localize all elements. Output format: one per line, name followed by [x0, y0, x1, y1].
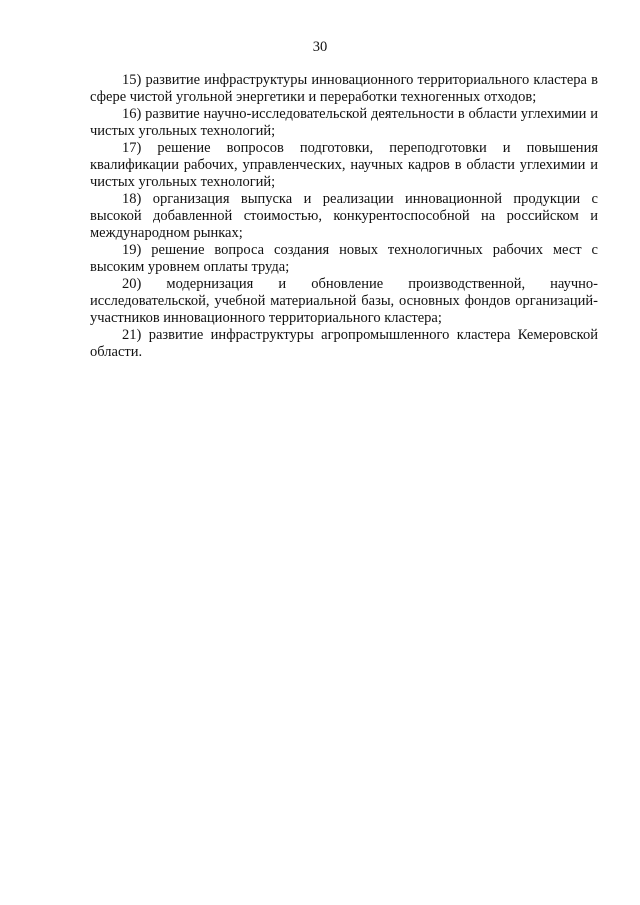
- document-body: [90, 72, 598, 361]
- list-item: 21) развитие инфраструктуры агропромышленного кластера Кемеровской области.: [90, 327, 598, 360]
- list-item: 19) решение вопроса создания новых технологичных рабочих мест с высоким уровнем оплаты труда;: [90, 242, 598, 275]
- list-item: 20) модернизация и обновление производственной, научно-исследовательской, учебной материальной базы, основных фондов организаций-участников инновационного территориального кластера;: [90, 276, 598, 326]
- page-number: 30: [312, 39, 328, 55]
- list-item: 17) решение вопросов подготовки, переподготовки и повышения квалификации рабочих, управленческих, научных кадров в области углехимии и чистых угольных технологий;: [90, 140, 598, 190]
- list-item: 16) развитие научно-исследовательской деятельности в области углехимии и чистых угольных технологий;: [90, 106, 598, 139]
- list-item: 15) развитие инфраструктуры инновационного территориального кластера в сфере чистой угольной энергетики и переработки техногенных отходов;: [90, 72, 598, 105]
- list-item: 18) организация выпуска и реализации инновационной продукции с высокой добавленной стоимостью, конкурентоспособной на российском и международном рынках;: [90, 191, 598, 241]
